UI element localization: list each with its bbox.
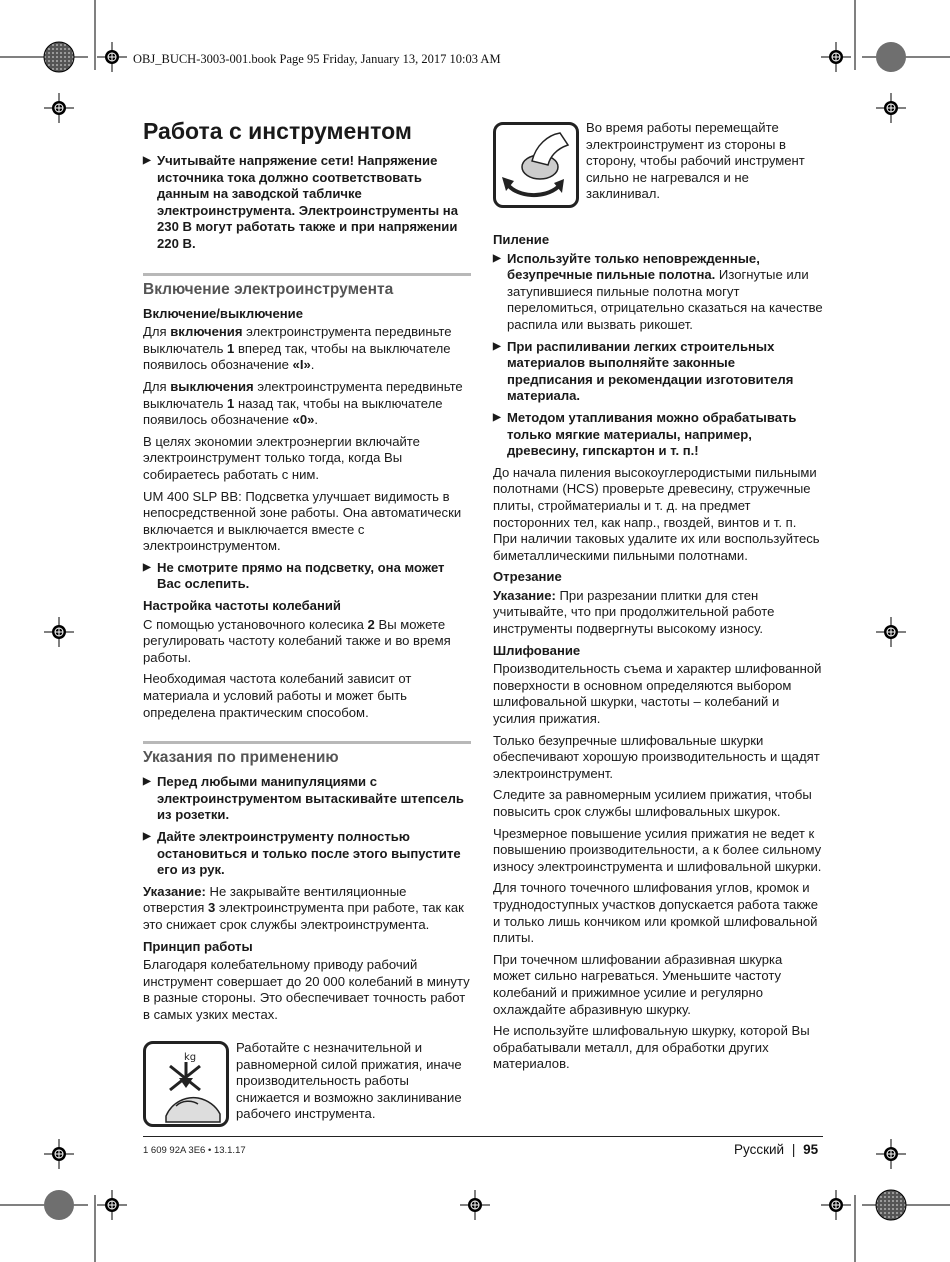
paragraph-sanding-4: Чрезмерное повышение усилия прижатия не ведет к повышению производительности, а к более сильному износу электроинструмента и шлифовальной шкурки. — [493, 825, 822, 874]
paragraph-hcs: До начала пиления высокоуглеродистыми пильными полотнами (HCS) проверьте древесину, стружечные плиты, стройматериалы и т. д. на предмет посторонних тел, как напр., гвоздей, винтов и т. п. При наличии таковых удалите их или воспользуйтесь биметаллическими пильными полотнами. — [493, 464, 820, 563]
paragraph-sanding-6: При точечном шлифовании абразивная шкурка может сильно нагреваться. Уменьшите частоту колебаний и прижимное усилие и регулярно охлаждайте абразивную шкурку. — [493, 951, 783, 1017]
side-motion-icon — [493, 122, 579, 208]
note-ventilation: Указание: Не закрывайте вентиляционные отверстия 3 электроинструмента при работе, так как это снижает срок службы электроинструмента. — [143, 883, 464, 932]
bullet-unplug: ▶ Перед любыми манипуляциями с электроинструментом вытаскивайте штепсель из розетки. — [143, 774, 471, 824]
footer-page-label — [734, 1142, 818, 1157]
page-number: 95 — [803, 1142, 819, 1157]
voltage-warning: ▶ Учитывайте напряжение сети! Напряжение источника тока должно соответствовать данным на заводской табличке электроинструмента. Электроинструменты на 230 В могут работать также и при напряжении 220 В. — [143, 153, 471, 253]
subheading-sawing: Пиление — [493, 232, 550, 247]
paragraph-sanding-3: Следите за равномерным усилием прижатия, чтобы повысить срок службы шлифовальных шкурок. — [493, 787, 812, 819]
paragraph-move: Во время работы перемещайте электроинструмент из стороны в сторону, чтобы рабочий инструмент сильно не нагревался и не заклинивал. — [586, 120, 805, 202]
paragraph-sanding-1: Производительность съема и характер шлифованной поверхности в основном определяются выбором шлифовальной шкурки, частоты – колебаний и усилия прижатия. — [493, 661, 822, 727]
page-title: Работа с инструментом — [143, 118, 412, 144]
paragraph-sanding-5: Для точного точечного шлифования углов, кромок и труднодоступных участков допускается работа также и только лишь кончиком или кромкой шлифовальной плиты. — [493, 880, 819, 946]
subheading-cutting: Отрезание — [493, 569, 562, 585]
paragraph-pressure: Работайте с незначительной и равномерной силой прижатия, иначе производительность работы снижается и возможно заклинивание рабочего инструмента. — [236, 1040, 462, 1122]
footer-language: Русский — [734, 1142, 785, 1157]
print-header: OBJ_BUCH-3003-001.book Page 95 Friday, January 13, 2017 10:03 AM — [133, 52, 501, 66]
paragraph-sanding-2: Только безупречные шлифовальные шкурки обеспечивают хорошую производительность и щадят электроинструмент. — [493, 732, 820, 781]
paragraph-frequency-wheel: С помощью установочного колесика 2 Вы можете регулировать частоту колебаний также и во время работы. — [143, 616, 451, 665]
paragraph-switch-on: Для включения электроинструмента передвиньте выключатель 1 вперед так, чтобы на выключателе появилось обозначение «I». — [143, 324, 452, 373]
paragraph-sanding-7: Не используйте шлифовальную шкурку, которой Вы обрабатывали металл, для обработки других материалов. — [493, 1023, 810, 1072]
left-column — [143, 118, 471, 1029]
pressure-icon — [143, 1041, 229, 1127]
bullet-blades: ▶ Используйте только неповрежденные, безупречные пильные полотна. Изогнутые или затупившиеся пильные полотна могут переломиться, отрицательно сказаться на качестве распила или вызвать рикошет. — [493, 251, 823, 334]
section-heading-power: Включение электроинструмента — [143, 273, 471, 300]
note-cutting: Указание: При разрезании плитки для стен учитывайте, что при продолжительной работе инструменты подвергнуты высокому износу. — [493, 587, 775, 637]
bullet-plunge: ▶ Методом утапливания можно обрабатывать только мягкие материалы, например, древесину, гипскартон и т. п.! — [493, 410, 823, 460]
footer-rule — [143, 1136, 823, 1137]
footer-separator: | — [791, 1142, 796, 1157]
paragraph-frequency-material: Необходимая частота колебаний зависит от материала и условий работы и может быть определена практическим способом. — [143, 671, 412, 720]
subheading-sanding: Шлифование — [493, 642, 581, 658]
subheading-principle: Принцип работы — [143, 938, 253, 954]
footer-code: 1 609 92A 3E6 • 13.1.17 — [143, 1145, 246, 1156]
bullet-materials: ▶ При распиливании легких строительных материалов выполняйте законные предписания и рекомендации изготовителя материала. — [493, 339, 823, 405]
subheading-onoff: Включение/выключение — [143, 305, 304, 321]
svg-text:kg: kg — [184, 1052, 197, 1063]
paragraph-light: UM 400 SLP BB: Подсветка улучшает видимость в непосредственной зоне работы. Она автоматически включается и выключается вместе с электроинструментом. — [143, 488, 462, 554]
paragraph-switch-off: Для выключения электроинструмента передвиньте выключатель 1 назад так, чтобы на выключателе появилось обозначение «0». — [143, 378, 463, 428]
section-heading-usage: Указания по применению — [143, 741, 471, 768]
bullet-light-warning: ▶ Не смотрите прямо на подсветку, она может Вас ослепить. — [143, 560, 471, 593]
right-column — [493, 228, 823, 1078]
paragraph-energy: В целях экономии электроэнергии включайте электроинструмент только тогда, когда Вы собираетесь работать с ним. — [143, 433, 420, 482]
subheading-frequency: Настройка частоты колебаний — [143, 598, 341, 614]
bullet-stop: ▶ Дайте электроинструменту полностью остановиться и только после этого выпустите его из рук. — [143, 829, 471, 879]
paragraph-principle: Благодаря колебательному приводу рабочий инструмент совершает до 20 000 колебаний в минуту в разные стороны. Это обеспечивает точность работ в самых узких местах. — [143, 957, 470, 1022]
